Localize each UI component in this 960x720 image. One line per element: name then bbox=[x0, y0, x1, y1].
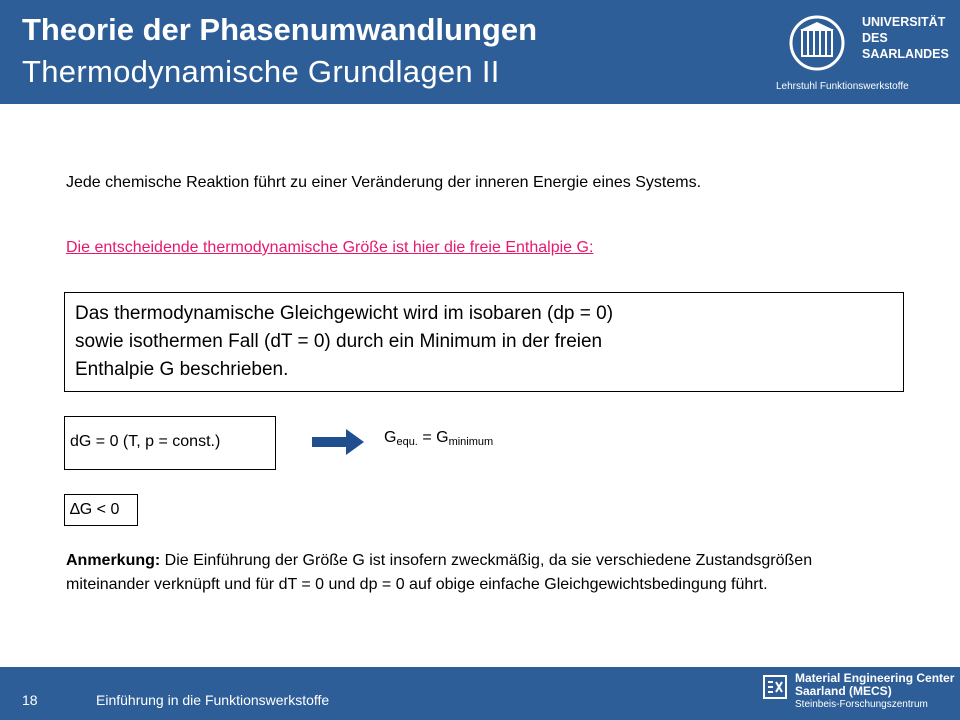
page-subtitle: Thermodynamische Grundlagen II bbox=[22, 54, 500, 89]
equilibrium-line: Enthalpie G beschrieben. bbox=[75, 359, 289, 380]
highlight-text: Die entscheidende thermodynamische Größe ist hier die freie Enthalpie G: bbox=[66, 239, 594, 256]
header-bar bbox=[0, 0, 960, 104]
equilibrium-line: Das thermodynamische Gleichgewicht wird im isobaren (dp = 0) bbox=[75, 303, 614, 324]
equilibrium-box bbox=[64, 292, 904, 392]
note-text: Die Einführung der Größe G ist insofern zweckmäßig, da sie verschiedene Zustandsgrößen miteinander verknüpft und für dT = 0 und dp = 0 auf obige einfache Gleichgewichtsbedingung führt. bbox=[66, 552, 813, 593]
page-title: Theorie der Phasenumwandlungen bbox=[22, 12, 538, 47]
chair-name: Lehrstuhl Funktionswerkstoffe bbox=[776, 81, 909, 92]
condition-box: dG = 0 (T, p = const.) bbox=[64, 416, 276, 470]
note-paragraph bbox=[66, 549, 886, 597]
equilibrium-line: sowie isothermen Fall (dT = 0) durch ein Minimum in der freien bbox=[75, 331, 603, 352]
university-logo-icon bbox=[782, 14, 852, 72]
intro-text: Jede chemische Reaktion führt zu einer Veränderung der inneren Energie eines Systems. bbox=[66, 174, 702, 191]
right-arrow-icon bbox=[312, 428, 364, 456]
delta-g-box: ∆G < 0 bbox=[64, 494, 138, 526]
mecs-logo-text: Material Engineering Center Saarland (MECS) Steinbeis-Forschungszentrum bbox=[795, 671, 955, 710]
course-title: Einführung in die Funktionswerkstoffe bbox=[96, 692, 330, 708]
page-number: 18 bbox=[22, 692, 38, 708]
equilibrium-result: $G_{equ.} = G_{minimum}$ bbox=[384, 429, 494, 448]
university-name: UNIVERSITÄT DES SAARLANDES bbox=[862, 15, 949, 61]
note-label: Anmerkung: bbox=[66, 552, 161, 569]
mecs-logo-icon bbox=[763, 675, 787, 699]
